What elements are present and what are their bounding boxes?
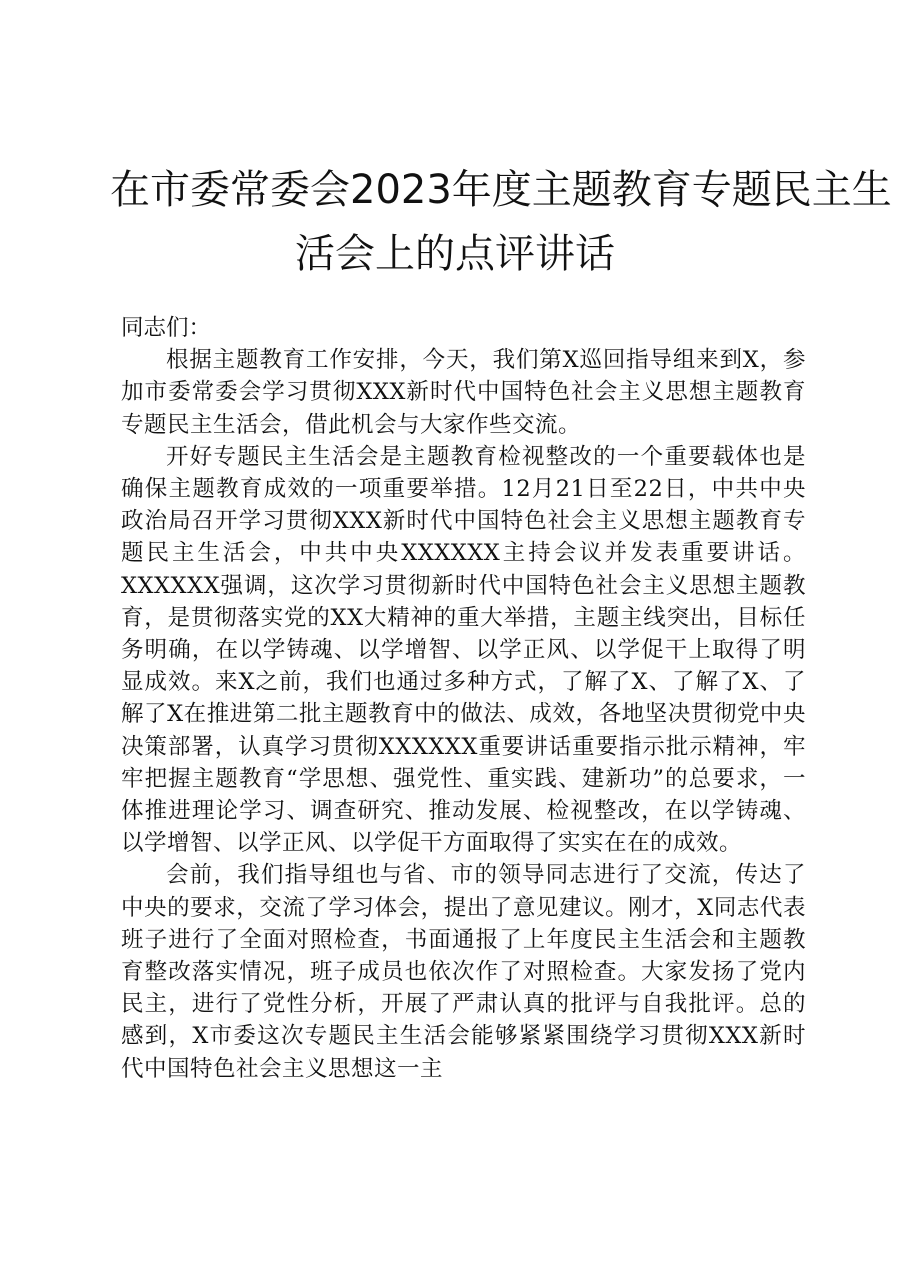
paragraph-2: 开好专题民主生活会是主题教育检视整改的一个重要载体也是确保主题教育成效的一项重要举措。12月21日至22日，中共中央政治局召开学习贯彻XXX新时代中国特色社会主义思想主题教育专题民主生活会，中共中央XXXXXX主持会议并发表重要讲话。XXXXXX强调，这次学习贯彻新时代中国特色社会主义思想主题教育，是贯彻落实党的XX大精神的重大举措，主题主线突出，目标任务明确，在以学铸魂、以学增智、以学正风、以学促干上取得了明显成效。来X之前，我们也通过多种方式，了解了X、了解了X、了解了X在推进第二批主题教育中的做法、成效，各地坚决贯彻党中央决策部署，认真学习贯彻XXXXXX重要讲话重要指示批示精神，牢牢把握主题教育“学思想、强党性、重实践、建新功”的总要求，一体推进理论学习、调查研究、推动发展、检视整改，在以学铸魂、以学增智、以学正风、以学促干方面取得了实实在在的成效。 xyxy=(121,443,806,857)
document-title-line-1: 在市委常委会2023年度主题教育专题民主生 xyxy=(110,167,892,213)
document-title-line-2: 活会上的点评讲话 xyxy=(295,231,615,277)
paragraph-3: 会前，我们指导组也与省、市的领导同志进行了交流，传达了中央的要求，交流了学习体会，提出了意见建议。刚才，X同志代表班子进行了全面对照检查，书面通报了上年度民主生活会和主题教育整改落实情况，班子成员也依次作了对照检查。大家发扬了党内民主，进行了党性分析，开展了严肃认真的批评与自我批评。总的感到，X市委这次专题民主生活会能够紧紧围绕学习贯彻XXX新时代中国特色社会主义思想这一主 xyxy=(121,862,806,1082)
document-body xyxy=(121,312,806,1085)
greeting: 同志们： xyxy=(121,315,212,341)
paragraph-1: 根据主题教育工作安排，今天，我们第X巡回指导组来到X，参加市委常委会学习贯彻XXX新时代中国特色社会主义思想主题教育专题民主生活会，借此机会与大家作些交流。 xyxy=(121,347,806,438)
